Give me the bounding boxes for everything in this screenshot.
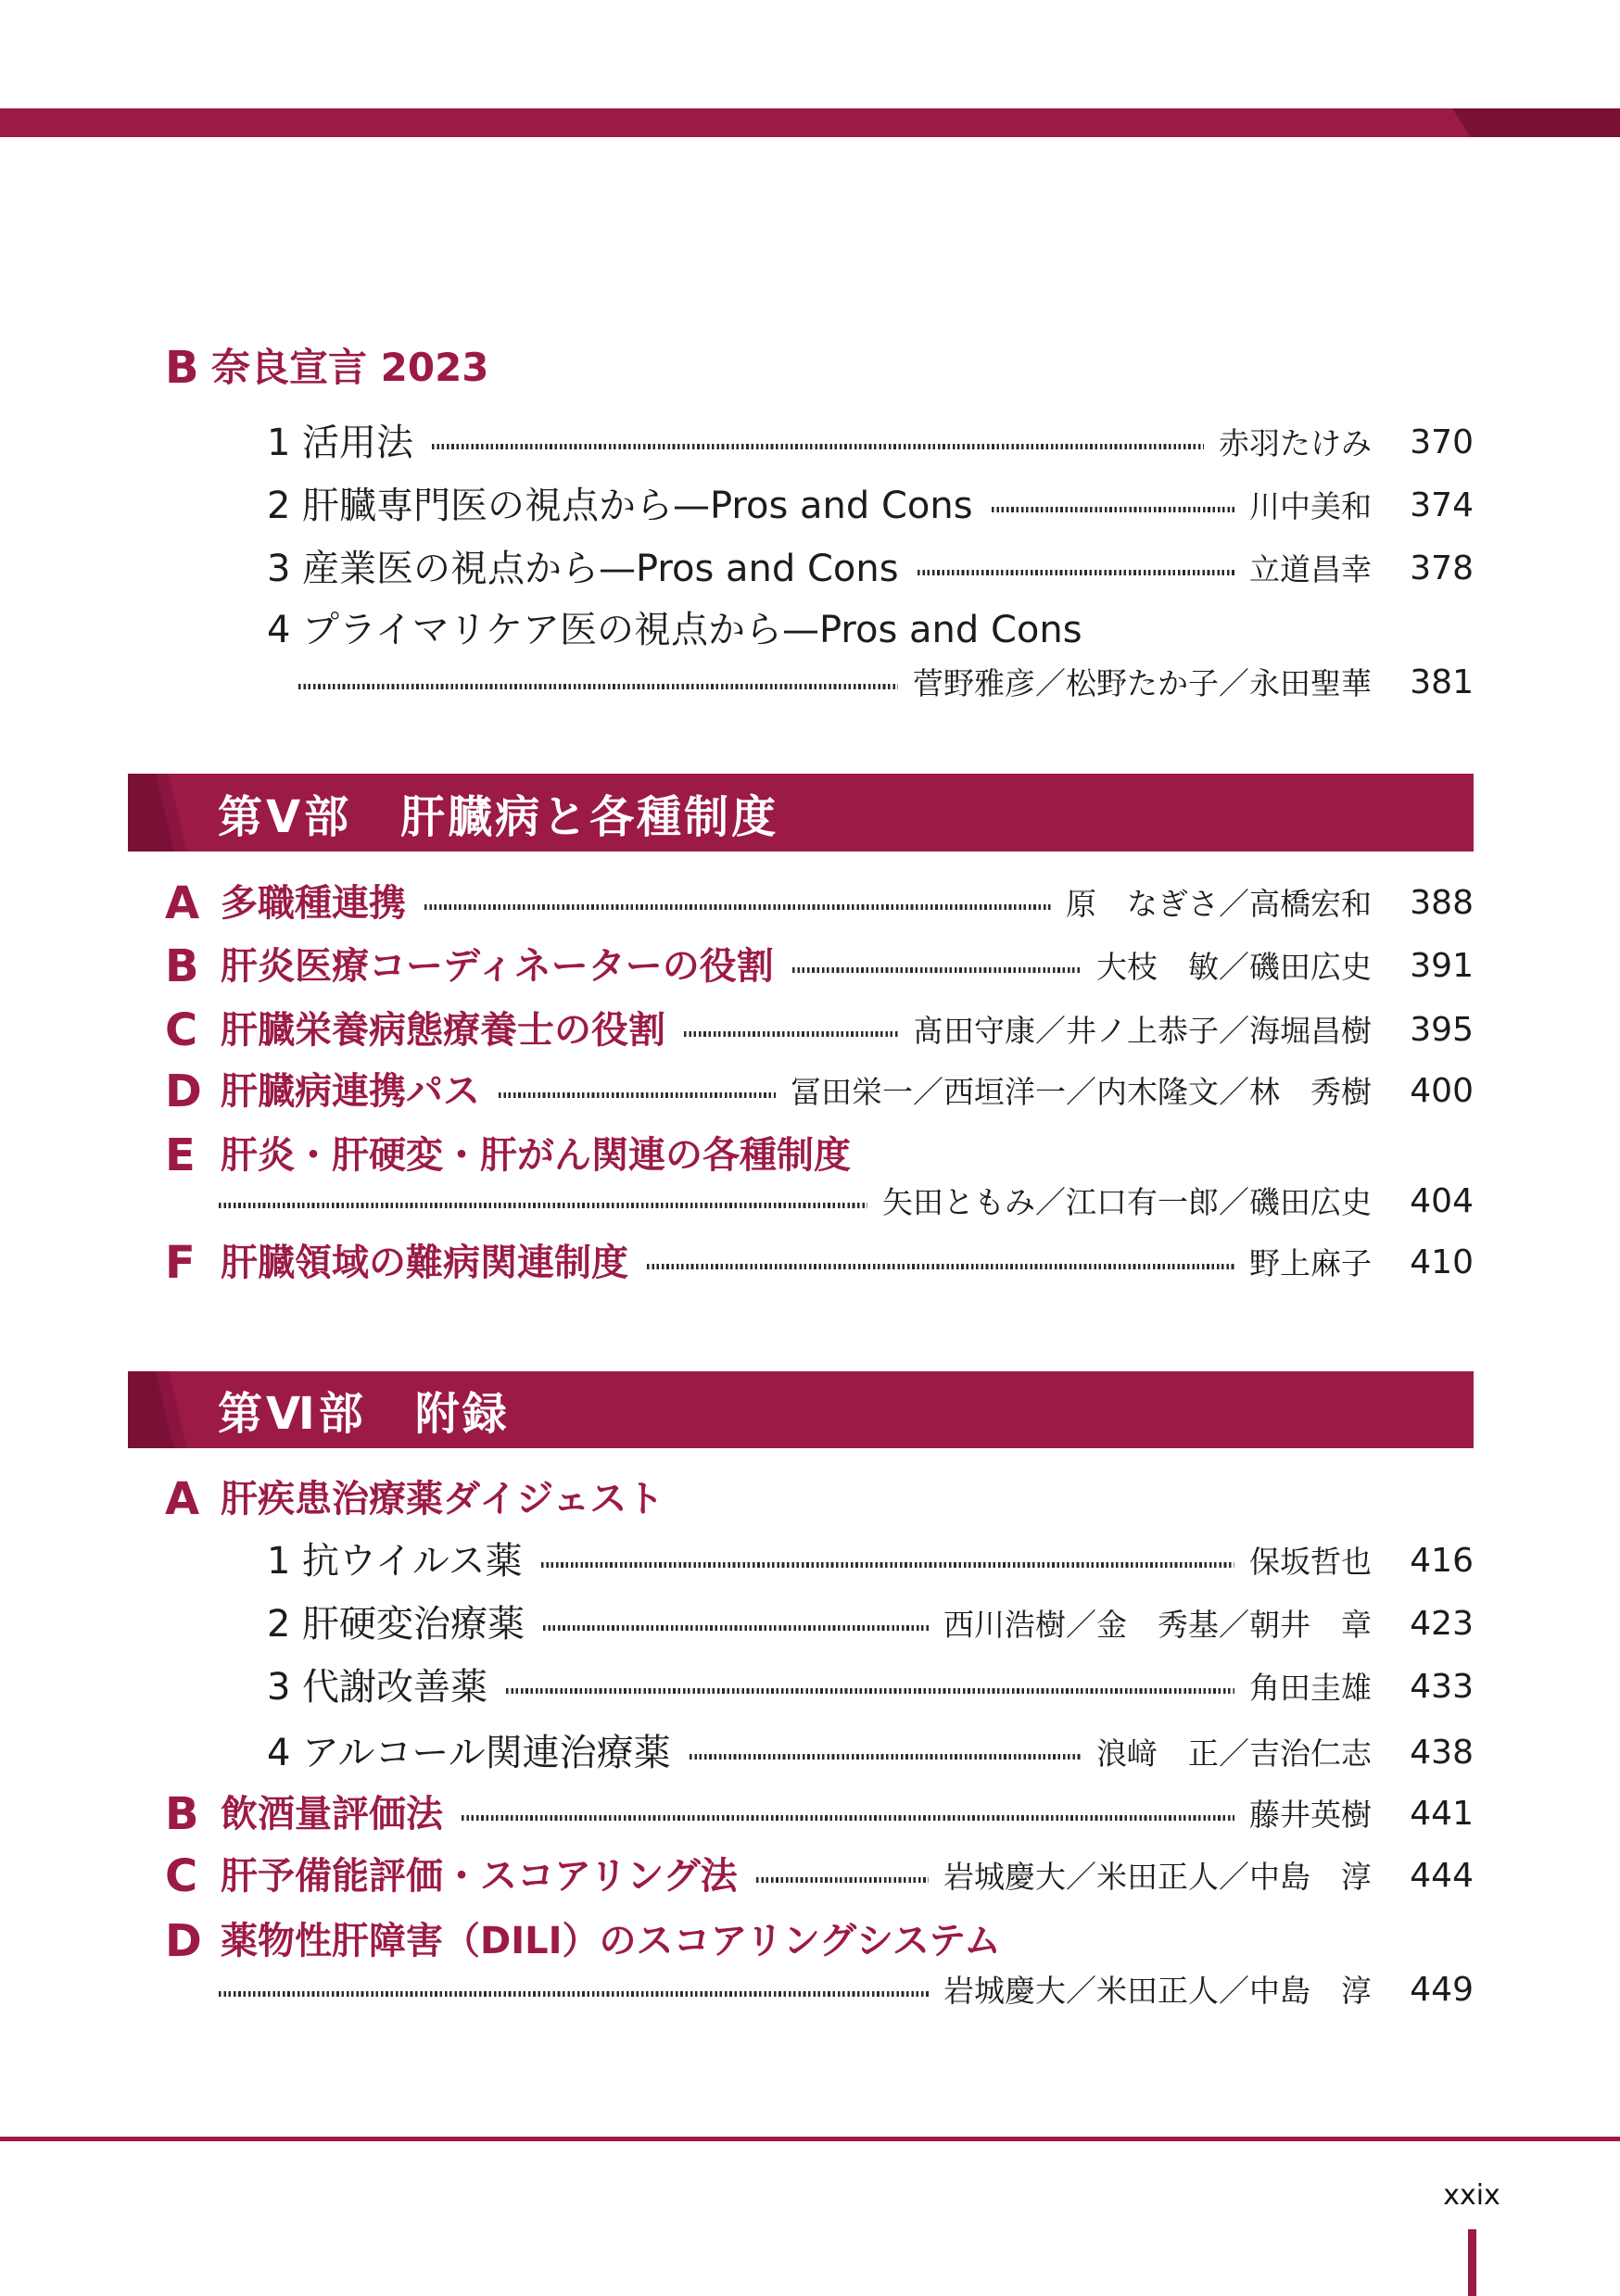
entry-authors: 立道昌幸	[1249, 550, 1372, 587]
dotted-leader	[647, 1264, 1234, 1269]
part-title: 肝臓病と各種制度	[400, 790, 779, 843]
entry-letter: A	[165, 1473, 200, 1525]
entry-title: 肝臓専門医の視点から—Pros and Cons	[302, 485, 973, 527]
entry-title: 代謝改善薬	[302, 1666, 487, 1709]
entry-authors: 角田圭雄	[1249, 1669, 1372, 1706]
entry-page-number: 416	[1410, 1542, 1474, 1580]
entry-letter: F	[165, 1237, 196, 1289]
toc-entry-continuation	[219, 1963, 1474, 2017]
entry-authors: 西川浩樹／金 秀基／朝井 章	[943, 1606, 1372, 1643]
part-title: 附録	[414, 1388, 510, 1440]
dotted-leader	[918, 570, 1234, 575]
part-label: 第Ⅴ部	[218, 790, 353, 843]
entry-authors: 岩城慶大／米田正人／中島 淳	[943, 1858, 1372, 1895]
entry-authors: 赤羽たけみ	[1219, 424, 1372, 461]
part-label: 第Ⅵ部	[218, 1388, 367, 1440]
entry-title: プライマリケア医の視点から—Pros and Cons	[302, 609, 1082, 651]
entry-page-number: 410	[1410, 1243, 1474, 1281]
entry-letter: E	[165, 1129, 196, 1181]
footer-accent-bar	[1468, 2229, 1476, 2296]
dotted-leader	[432, 444, 1204, 449]
entry-page-number: 423	[1410, 1605, 1474, 1643]
section-letter: B	[165, 342, 199, 394]
toc-entry	[165, 1236, 1474, 1290]
entry-authors: 藤井英樹	[1249, 1796, 1372, 1833]
dotted-leader	[462, 1815, 1234, 1821]
section-title: 奈良宣言 2023	[211, 345, 489, 390]
entry-authors: 岩城慶大／米田正人／中島 淳	[943, 1972, 1372, 2009]
entry-title: アルコール関連治療薬	[302, 1732, 671, 1774]
part-vi-banner	[128, 1371, 1474, 1448]
dotted-leader	[684, 1031, 898, 1037]
entry-letter: B	[165, 940, 199, 992]
dotted-leader	[690, 1754, 1082, 1760]
dotted-leader	[992, 507, 1234, 512]
entry-number: 1	[267, 422, 291, 464]
dotted-leader	[506, 1688, 1234, 1694]
entry-authors: 川中美和	[1249, 487, 1372, 524]
entry-authors: 菅野雅彦／松野たか子／永田聖華	[913, 664, 1372, 701]
toc-entry	[165, 877, 1474, 930]
entry-title: 抗ウイルス薬	[302, 1540, 523, 1583]
entry-page-number: 438	[1410, 1734, 1474, 1772]
dotted-leader	[219, 1991, 929, 1997]
entry-page-number: 444	[1410, 1857, 1474, 1895]
toc-entry	[165, 1472, 1474, 1526]
entry-letter: C	[165, 1004, 198, 1056]
entry-authors: 冨田栄一／西垣洋一／内木隆文／林 秀樹	[791, 1073, 1372, 1110]
section-b-heading	[165, 341, 1474, 395]
entry-authors: 大枝 敏／磯田広史	[1096, 948, 1372, 985]
entry-number: 4	[267, 1732, 291, 1774]
entry-authors: 矢田ともみ／江口有一郎／磯田広史	[882, 1183, 1372, 1220]
dotted-leader	[792, 967, 1082, 973]
top-decorative-bar	[0, 108, 1620, 137]
entry-page-number: 404	[1410, 1182, 1474, 1220]
footer-rule	[0, 2137, 1620, 2141]
entry-title: 肝臓領域の難病関連制度	[221, 1242, 628, 1284]
entry-authors: 髙田守康／井ノ上恭子／海堀昌樹	[913, 1012, 1372, 1049]
entry-authors: 野上麻子	[1249, 1244, 1372, 1281]
entry-title: 肝臓病連携パス	[221, 1070, 480, 1113]
entry-authors: 浪﨑 正／吉治仁志	[1096, 1735, 1372, 1772]
toc-entry	[165, 1914, 1474, 1968]
toc-entry	[267, 542, 1474, 596]
entry-title: 肝炎医療コーディネーターの役割	[221, 945, 774, 988]
top-bar-dark-segment	[1452, 108, 1620, 137]
toc-entry	[267, 1534, 1474, 1588]
part-v-banner	[128, 774, 1474, 852]
entry-letter: D	[165, 1066, 202, 1117]
entry-title: 肝硬変治療薬	[302, 1603, 525, 1646]
toc-entry	[165, 1065, 1474, 1118]
entry-title: 産業医の視点から—Pros and Cons	[302, 548, 899, 590]
toc-entry	[165, 1003, 1474, 1057]
entry-page-number: 388	[1410, 884, 1474, 922]
entry-number: 2	[267, 485, 291, 527]
entry-page-number: 449	[1410, 1971, 1474, 2009]
dotted-leader	[543, 1625, 929, 1631]
entry-page-number: 391	[1410, 947, 1474, 985]
entry-title: 多職種連携	[221, 882, 406, 925]
entry-title: 薬物性肝障害（DILI）のスコアリングシステム	[221, 1920, 1002, 1962]
entry-number: 3	[267, 1666, 291, 1709]
entry-authors: 原 なぎさ／高橋宏和	[1066, 885, 1372, 922]
entry-title: 飲酒量評価法	[221, 1793, 443, 1836]
dotted-leader	[541, 1562, 1234, 1568]
entry-title: 肝予備能評価・スコアリング法	[221, 1855, 738, 1898]
entry-number: 4	[267, 609, 291, 651]
entry-letter: B	[165, 1788, 199, 1840]
toc-entry-continuation	[219, 1175, 1474, 1229]
entry-page-number: 370	[1410, 423, 1474, 461]
toc-entry	[165, 1849, 1474, 1903]
entry-title: 肝臓栄養病態療養士の役割	[221, 1009, 665, 1052]
dotted-leader	[756, 1877, 929, 1883]
toc-entry	[267, 1726, 1474, 1780]
toc-entry	[267, 1597, 1474, 1651]
entry-number: 3	[267, 548, 291, 590]
dotted-leader	[424, 904, 1051, 910]
toc-entry	[267, 1660, 1474, 1714]
entry-title: 肝疾患治療薬ダイジェスト	[221, 1478, 664, 1520]
toc-entry	[267, 416, 1474, 470]
dotted-leader	[298, 684, 898, 689]
entry-title: 肝炎・肝硬変・肝がん関連の各種制度	[221, 1134, 851, 1177]
entry-page-number: 378	[1410, 549, 1474, 587]
toc-entry	[267, 479, 1474, 533]
entry-letter: C	[165, 1850, 198, 1902]
entry-page-number: 395	[1410, 1011, 1474, 1049]
toc-entry-continuation	[298, 656, 1474, 710]
entry-title: 活用法	[302, 422, 413, 464]
dotted-leader	[499, 1092, 776, 1098]
entry-page-number: 374	[1410, 486, 1474, 524]
entry-page-number: 441	[1410, 1795, 1474, 1833]
entry-letter: D	[165, 1915, 202, 1967]
entry-authors: 保坂哲也	[1249, 1543, 1372, 1580]
entry-letter: A	[165, 877, 200, 929]
entry-page-number: 381	[1410, 663, 1474, 701]
toc-entry	[165, 1787, 1474, 1841]
entry-page-number: 433	[1410, 1668, 1474, 1706]
toc-entry	[267, 603, 1474, 657]
page-number-label: xxix	[1443, 2179, 1500, 2212]
toc-entry	[165, 940, 1474, 993]
entry-number: 1	[267, 1540, 291, 1583]
entry-number: 2	[267, 1603, 291, 1646]
dotted-leader	[219, 1203, 867, 1208]
entry-page-number: 400	[1410, 1072, 1474, 1110]
